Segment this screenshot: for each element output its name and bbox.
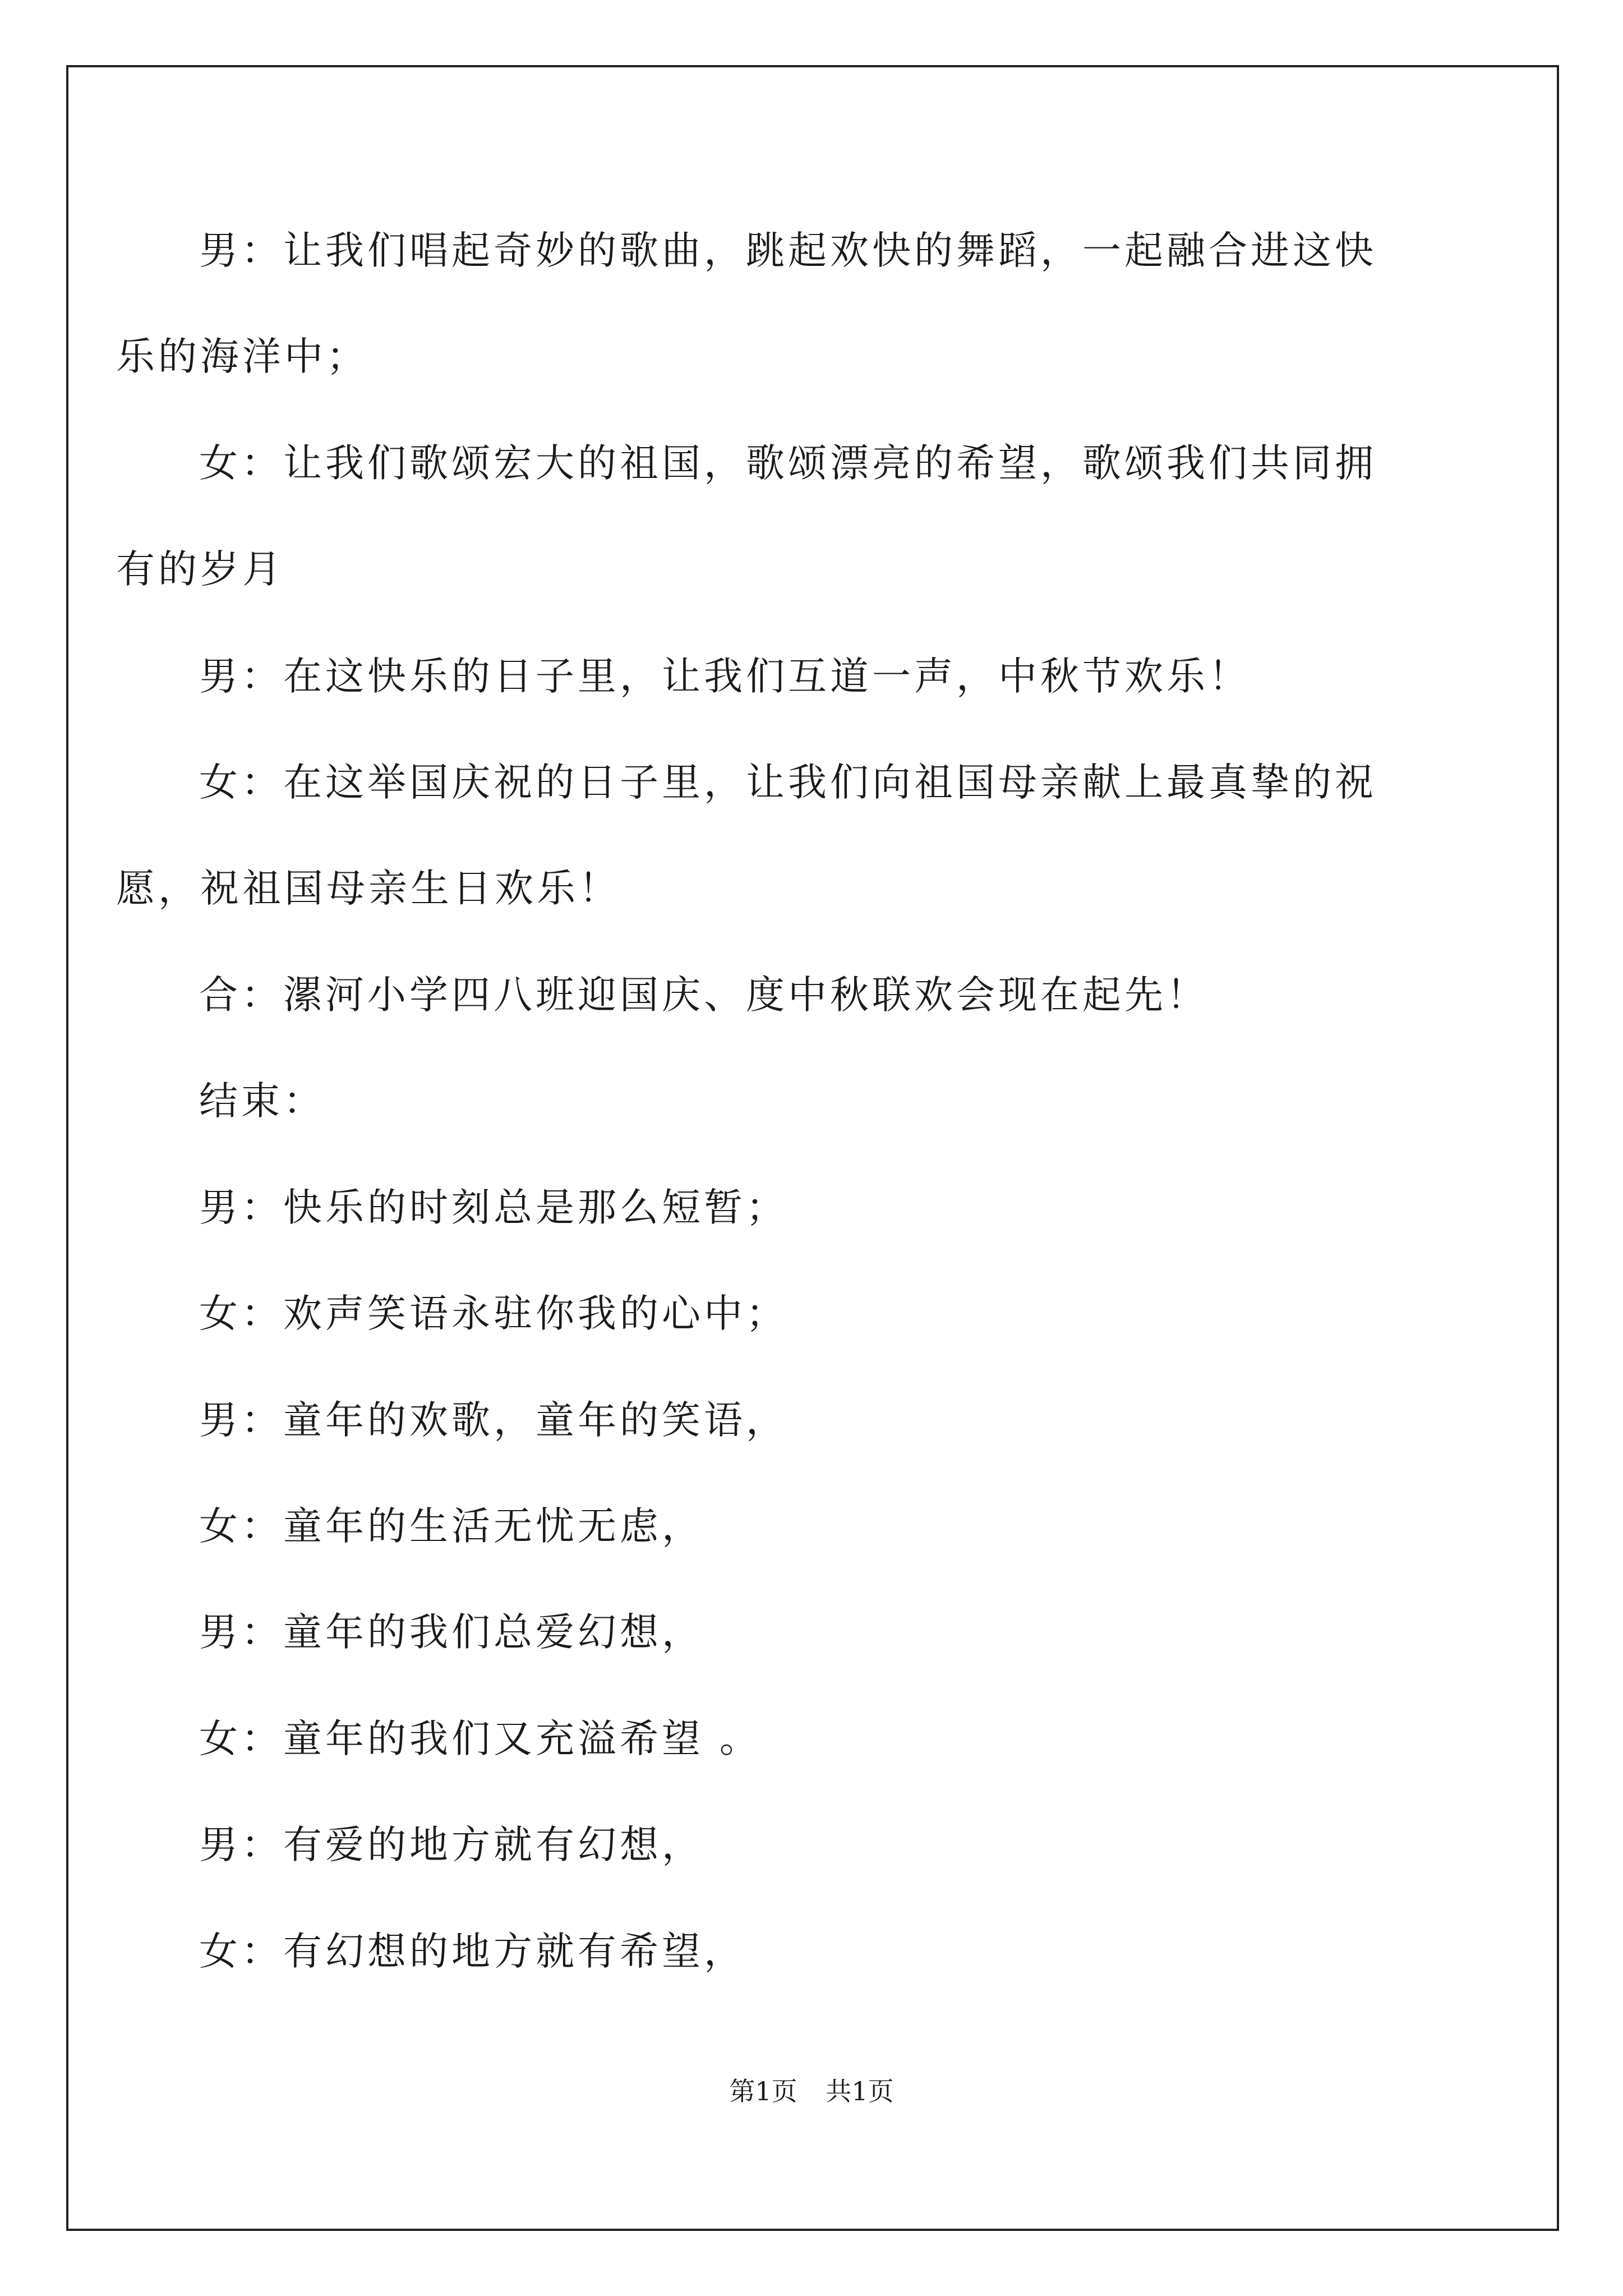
paragraph-line: 合：漯河小学四八班迎国庆、度中秋联欢会现在起先！: [199, 973, 1209, 1018]
paragraph-line: 女：童年的我们又充溢希望 。: [199, 1717, 762, 1761]
paragraph-line: 女：在这举国庆祝的日子里，让我们向祖国母亲献上最真挚的祝: [199, 760, 1377, 805]
paragraph-line: 男：童年的我们总爱幻想，: [199, 1610, 704, 1655]
paragraph-line: 女：让我们歌颂宏大的祖国，歌颂漂亮的希望，歌颂我们共同拥: [199, 441, 1377, 486]
paragraph-line: 有的岁月: [116, 547, 284, 592]
section-heading: 结束：: [199, 1079, 325, 1124]
paragraph-line: 乐的海洋中；: [116, 334, 368, 379]
paragraph-line: 男：快乐的时刻总是那么短暂；: [199, 1185, 788, 1230]
paragraph-line: 女：有幻想的地方就有希望，: [199, 1929, 746, 1974]
page-border: [66, 65, 1559, 2231]
paragraph-line: 愿，祝祖国母亲生日欢乐！: [116, 866, 621, 911]
page-number-total: 共1页: [826, 2076, 894, 2106]
paragraph-line: 男：有爱的地方就有幻想，: [199, 1823, 704, 1867]
paragraph-line: 男：童年的欢歌，童年的笑语，: [199, 1398, 788, 1443]
paragraph-line: 女：童年的生活无忧无虑，: [199, 1504, 704, 1549]
paragraph-line: 男：让我们唱起奇妙的歌曲，跳起欢快的舞蹈，一起融合进这快: [199, 228, 1377, 273]
page-footer: [0, 2076, 1623, 2107]
paragraph-line: 女：欢声笑语永驻你我的心中；: [199, 1291, 788, 1336]
paragraph-line: 男：在这快乐的日子里，让我们互道一声，中秋节欢乐！: [199, 654, 1251, 699]
page-number-current: 第1页: [729, 2076, 797, 2106]
